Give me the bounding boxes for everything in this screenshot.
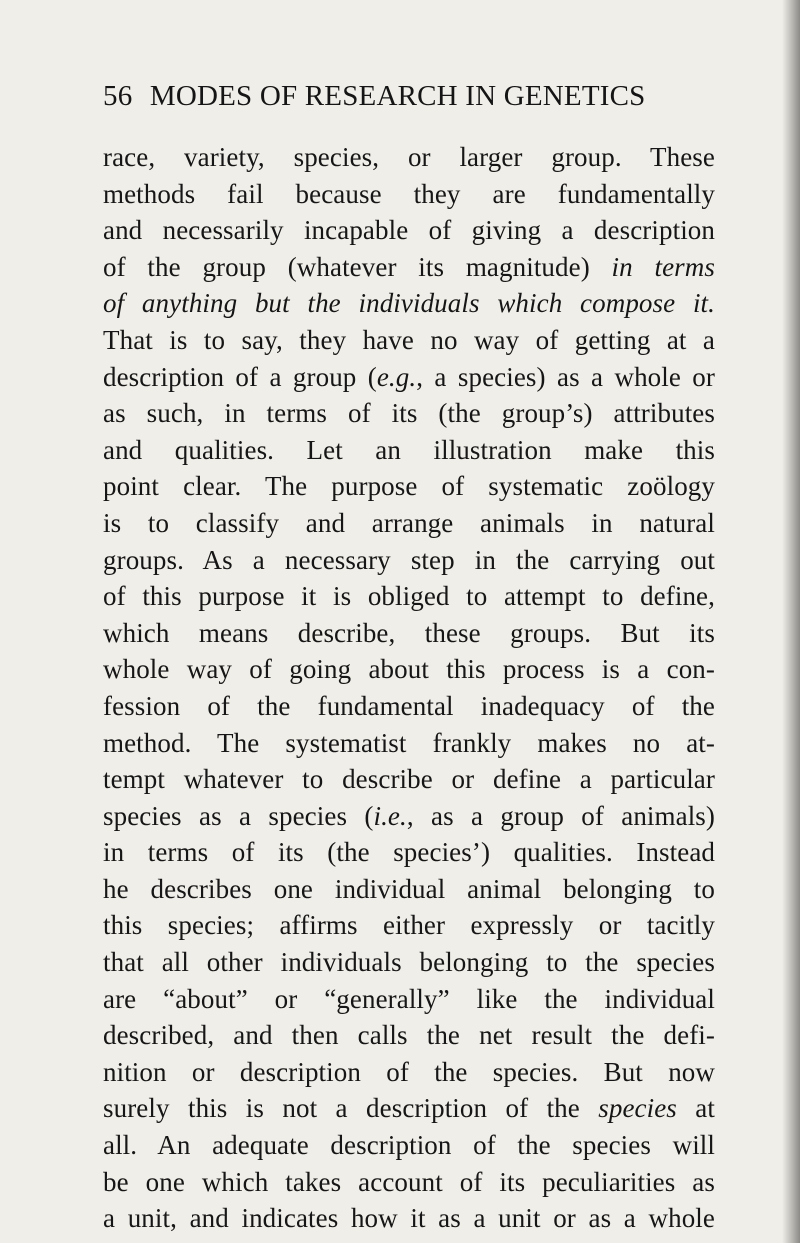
running-header (103, 80, 645, 113)
text-line (103, 285, 715, 322)
text-segment: described, and then calls the net result the defi- (103, 1020, 715, 1051)
italic-text: in terms (611, 251, 715, 282)
page-number: 56 (103, 80, 133, 112)
text-segment: and necessarily incapable of giving a description (103, 215, 715, 246)
text-line (103, 249, 715, 286)
text-line (103, 725, 715, 762)
text-line (103, 212, 715, 249)
italic-text: of anything but the individuals which compose it. (103, 288, 715, 319)
text-segment: tempt whatever to describe or define a particular (103, 764, 715, 795)
text-segment: race, variety, species, or larger group. These (103, 142, 715, 172)
text-line (103, 176, 715, 213)
text-line (103, 981, 715, 1018)
text-segment: fession of the fundamental inadequacy of the (103, 690, 715, 721)
text-line (103, 688, 715, 725)
text-segment: which means describe, these groups. But its (103, 617, 715, 648)
text-segment: that all other individuals belonging to the species (103, 947, 715, 978)
body-text (103, 139, 715, 1237)
text-line (103, 139, 715, 176)
text-line (103, 1127, 715, 1164)
text-segment: , as a group of animals) (406, 800, 716, 831)
text-segment: of this purpose it is obliged to attempt to define, (103, 581, 715, 612)
text-line (103, 1017, 715, 1054)
page-edge-shadow (782, 0, 800, 1243)
italic-text: i.e. (373, 800, 407, 831)
text-segment: point clear. The purpose of systematic zoölogy (103, 471, 715, 502)
text-segment: this species; affirms either expressly or tacitly (103, 910, 715, 941)
text-segment: all. An adequate description of the species will (103, 1130, 715, 1161)
text-segment: of the group (whatever its magnitude) (103, 251, 612, 282)
text-segment: surely this is not a description of the (103, 1093, 599, 1124)
text-line (103, 834, 715, 871)
text-line (103, 395, 715, 432)
text-line (103, 432, 715, 469)
text-segment: a unit, and indicates how it as a unit or as a whole (103, 1203, 715, 1234)
text-line (103, 505, 715, 542)
text-line (103, 1164, 715, 1201)
text-line (103, 468, 715, 505)
text-segment: he describes one individual animal belonging to (103, 873, 715, 904)
text-line (103, 322, 715, 359)
text-line (103, 359, 715, 396)
text-line (103, 944, 715, 981)
text-line (103, 761, 715, 798)
text-line (103, 615, 715, 652)
text-segment: whole way of going about this process is a con- (103, 654, 715, 685)
text-line (103, 907, 715, 944)
text-segment: and qualities. Let an illustration make this (103, 434, 715, 465)
text-segment: , a species) as a whole or (416, 361, 715, 392)
text-line (103, 578, 715, 615)
text-segment: method. The systematist frankly makes no at- (103, 727, 715, 758)
text-segment: is to classify and arrange animals in natural (103, 507, 715, 538)
running-title: MODES OF RESEARCH IN GENETICS (149, 80, 646, 112)
text-segment: be one which takes account of its peculiarities as (103, 1166, 715, 1197)
text-line (103, 1200, 715, 1237)
text-segment: as such, in terms of its (the group’s) attributes (103, 398, 715, 429)
text-line (103, 798, 715, 835)
italic-text: species (598, 1093, 677, 1124)
text-segment: nition or description of the species. But now (103, 1056, 715, 1087)
italic-text: e.g. (376, 361, 417, 392)
text-segment: in terms of its (the species’) qualities. Instead (103, 837, 715, 868)
text-line (103, 1054, 715, 1091)
text-segment: at (676, 1093, 715, 1124)
text-segment: description of a group ( (103, 361, 377, 392)
text-segment: are “about” or “generally” like the individual (103, 983, 715, 1014)
text-segment: That is to say, they have no way of getting at a (103, 324, 715, 355)
text-segment: methods fail because they are fundamentally (103, 178, 715, 209)
text-line (103, 871, 715, 908)
text-segment: species as a species ( (103, 800, 374, 831)
text-line (103, 1090, 715, 1127)
text-line (103, 542, 715, 579)
text-line (103, 651, 715, 688)
text-segment: groups. As a necessary step in the carrying out (103, 544, 715, 575)
